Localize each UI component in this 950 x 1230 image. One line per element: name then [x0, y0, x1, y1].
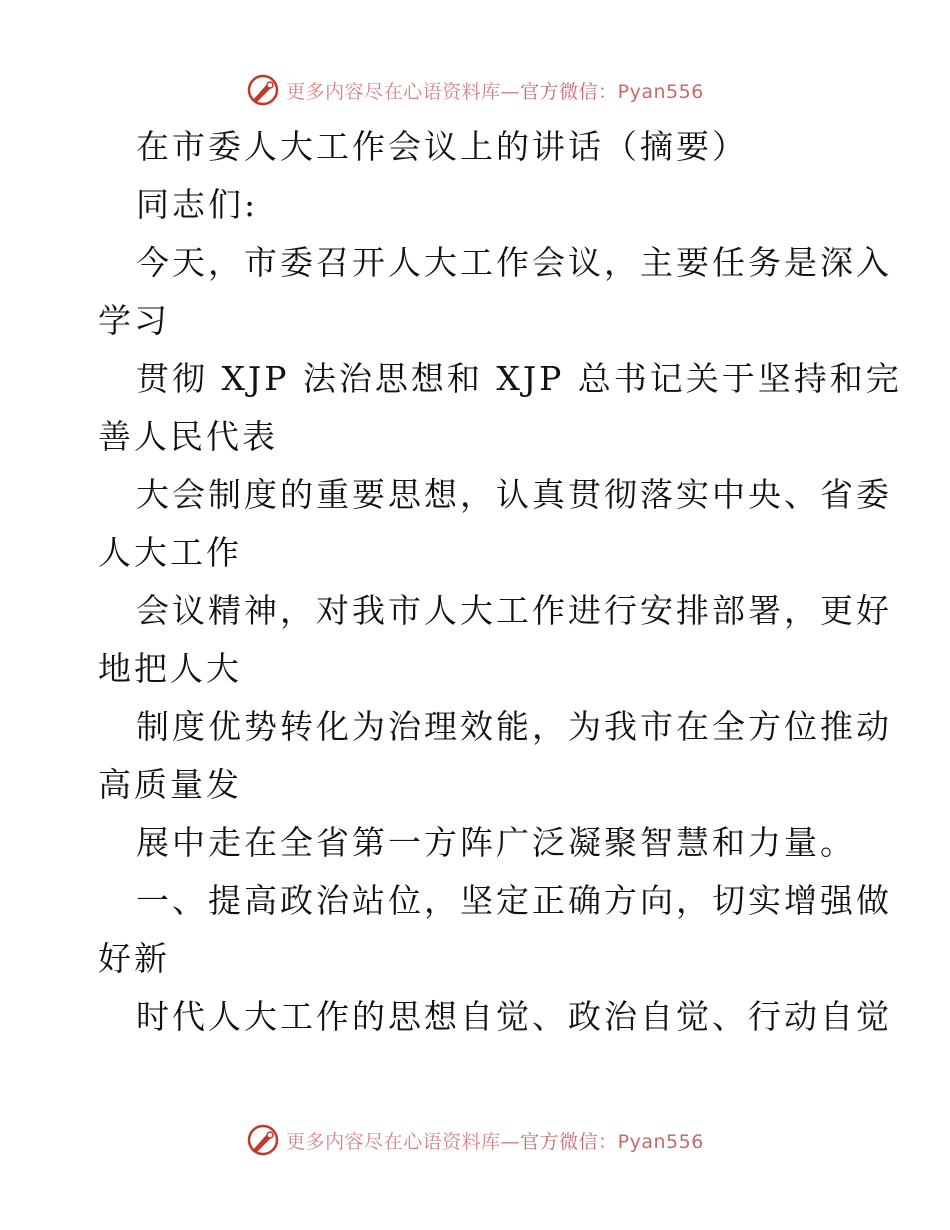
pen-nib-logo-icon: [246, 73, 280, 107]
document-line: 贯彻 XJP 法治思想和 XJP 总书记关于坚持和完: [136, 359, 902, 398]
document-line: 高质量发: [98, 765, 242, 804]
document-line: 善人民代表: [98, 417, 278, 456]
document-line: 会议精神，对我市人大工作进行安排部署，更好: [136, 591, 892, 630]
document-line: 在市委人大工作会议上的讲话（摘要）: [136, 127, 748, 166]
watermark-main-text: 更多内容尽在心语资料库—: [286, 80, 521, 103]
document-line: 同志们:: [136, 185, 259, 224]
document-line: 一、提高政治站位，坚定正确方向，切实增强做: [136, 881, 892, 920]
pen-nib-logo-icon: [246, 1123, 280, 1157]
document-body: [98, 118, 902, 1046]
watermark-wechat-text: 官方微信：Pyan556: [520, 80, 704, 103]
watermark-wechat-text: 官方微信：Pyan556: [520, 1130, 704, 1153]
document-line: 展中走在全省第一方阵广泛凝聚智慧和力量。: [136, 823, 856, 862]
document-line: 人大工作: [98, 533, 242, 572]
document-line: 今天，市委召开人大工作会议，主要任务是深入: [136, 243, 892, 282]
footer-watermark-banner: [0, 1120, 950, 1160]
header-watermark-banner: [0, 70, 950, 110]
document-line: 学习: [98, 301, 170, 340]
document-line: 大会制度的重要思想，认真贯彻落实中央、省委: [136, 475, 892, 514]
document-line: 好新: [98, 939, 170, 978]
document-line: 时代人大工作的思想自觉、政治自觉、行动自觉: [136, 997, 892, 1036]
watermark-text: [286, 77, 704, 104]
watermark-main-text: 更多内容尽在心语资料库—: [286, 1130, 521, 1153]
document-line: 制度优势转化为治理效能，为我市在全方位推动: [136, 707, 892, 746]
document-line: 地把人大: [98, 649, 242, 688]
watermark-text: [286, 1127, 704, 1154]
